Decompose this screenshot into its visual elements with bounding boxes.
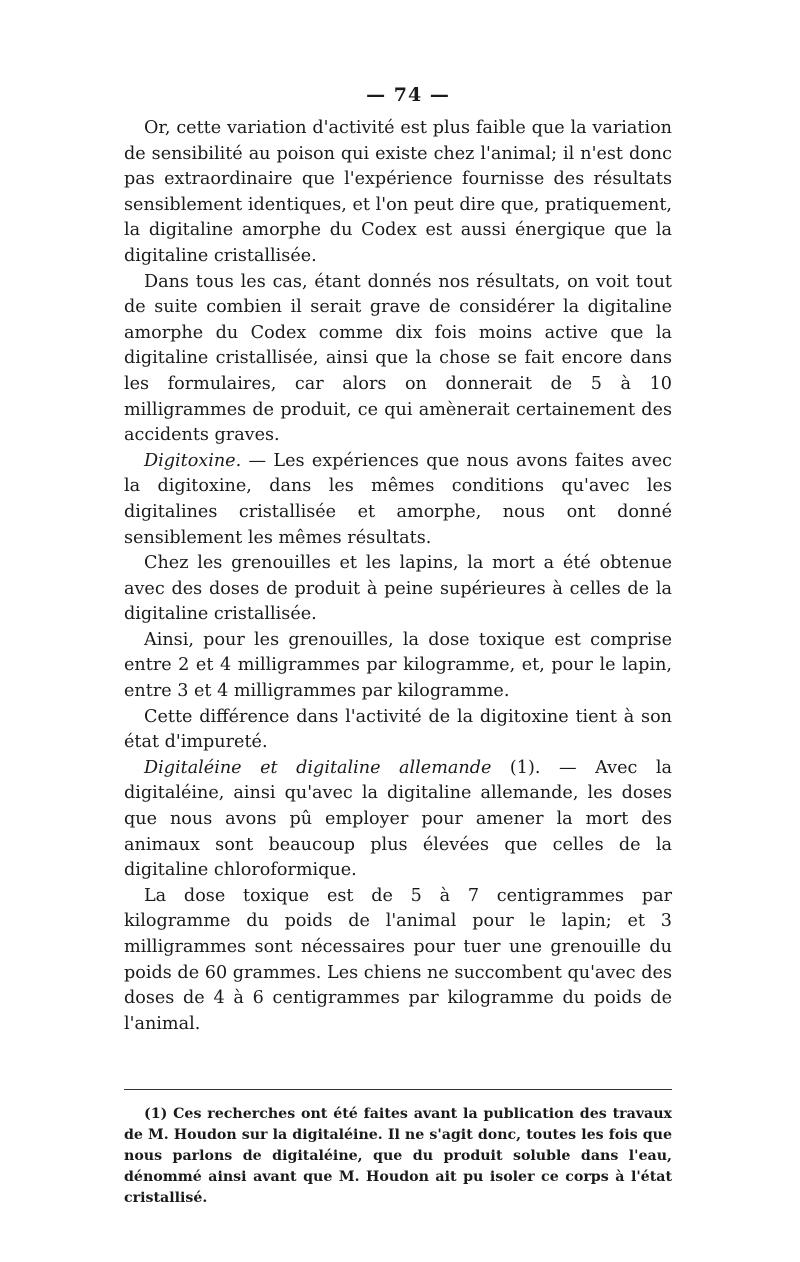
paragraph: Ainsi, pour les grenouilles, la dose toxique est comprise entre 2 et 4 milligrammes par kilogramme, et, pour le lapin, entre 3 et 4 milligrammes par kilogramme. (124, 629, 672, 702)
paragraph: Cette différence dans l'activité de la digitoxine tient à son état d'impureté. (124, 706, 672, 753)
paragraph: Dans tous les cas, étant donnés nos résultats, on voit tout de suite combien il serait grave de considérer la digitaline amorphe du Codex comme dix fois moins active que la digitaline cristallisée, ainsi que la chose se fait encore dans les formulaires, car alors on donnerait de 5 à 10 milligrammes de produit, ce qui amènerait certainement des accidents graves. (124, 271, 672, 446)
book-page (124, 84, 672, 1209)
footnote-divider (124, 1089, 672, 1090)
section-lead: Digitaléine et digitaline allemande (144, 757, 492, 778)
section-lead: Digitoxine. (144, 450, 242, 471)
paragraph (124, 449, 672, 551)
footnote: (1) Ces recherches ont été faites avant la publication des travaux de M. Houdon sur la digitaléine. Il ne s'agit donc, toutes les fois que nous parlons de digitaléine, que du produit soluble dans l'eau, dénommé ainsi avant que M. Houdon ait pu isoler ce corps à l'état cristallisé. (124, 1106, 672, 1207)
paragraph-body: (1). — Avec la digitaléine, ainsi qu'avec la digitaline allemande, les doses que nous avons pû employer pour amener la mort des animaux sont beaucoup plus élevées que celles de la digitaline chloroformique. (124, 757, 672, 881)
paragraph-body: — Les expériences que nous avons faites avec la digitoxine, dans les mêmes conditions qu'avec les digitalines cristallisée et amorphe, nous ont donné sensiblement les mêmes résultats. (124, 450, 672, 548)
paragraph (124, 756, 672, 884)
paragraph: La dose toxique est de 5 à 7 centigrammes par kilogramme du poids de l'animal pour le lapin; et 3 milligrammes sont nécessaires pour tuer une grenouille du poids de 60 grammes. Les chiens ne succombent qu'avec des doses de 4 à 6 centigrammes par kilogramme du poids de l'animal. (124, 885, 672, 1034)
paragraph: Chez les grenouilles et les lapins, la mort a été obtenue avec des doses de produit à peine supérieures à celles de la digitaline cristallisée. (124, 553, 672, 625)
paragraph: Or, cette variation d'activité est plus faible que la variation de sensibilité au poison qui existe chez l'animal; il n'est donc pas extraordinaire que l'expérience fournisse des résultats sensiblement identiques, et l'on peut dire que, pratiquement, la digitaline amorphe du Codex est aussi énergique que la digitaline cristallisée. (124, 118, 672, 266)
page-number: — 74 — (366, 84, 450, 106)
